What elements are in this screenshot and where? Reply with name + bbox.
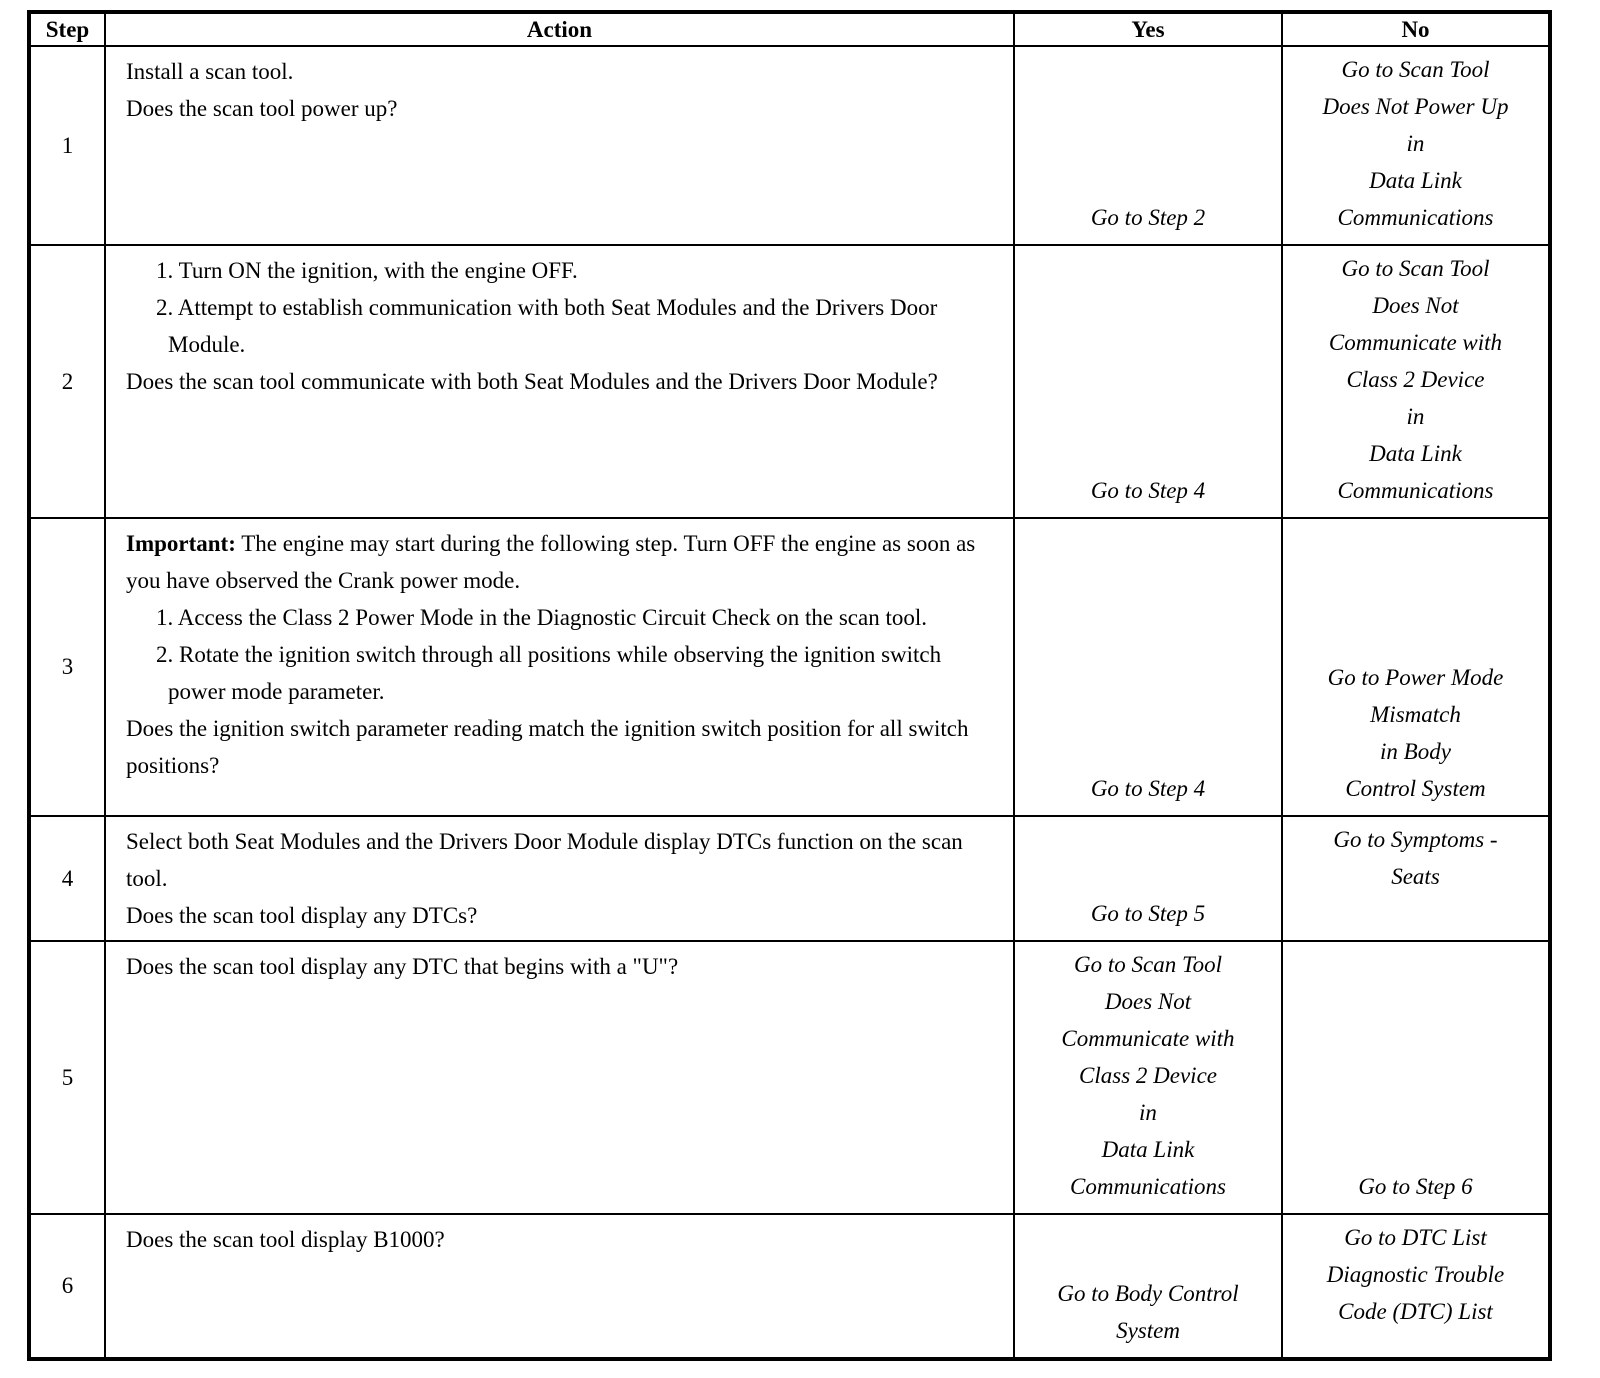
goto-line: Go to Scan Tool (1341, 256, 1490, 281)
goto-line: Communicate with (1061, 1026, 1235, 1051)
no-cell (1282, 816, 1550, 941)
table-body (29, 46, 1550, 1359)
goto-line: Go to Power Mode (1327, 665, 1504, 690)
header-row (29, 12, 1550, 46)
column-header-action: Action (105, 12, 1014, 46)
step-number: 6 (29, 1214, 105, 1359)
goto-line: Communicate with (1328, 330, 1503, 355)
goto-line: Class 2 Device (1346, 367, 1485, 392)
yes-cell (1014, 518, 1282, 816)
action-cell (105, 816, 1014, 941)
step-number: 3 (29, 518, 105, 816)
action-text: Does the scan tool display any DTCs? (126, 903, 478, 928)
goto-line: in (1139, 1100, 1157, 1125)
goto-line: Diagnostic Trouble (1326, 1262, 1505, 1287)
action-list-item: 1. Access the Class 2 Power Mode in the Diagnostic Circuit Check on the scan tool. (156, 605, 928, 630)
table-row (29, 245, 1550, 518)
action-list-item: 1. Turn ON the ignition, with the engine OFF. (156, 258, 578, 283)
column-header-step: Step (29, 12, 105, 46)
goto-line: in Body (1380, 739, 1451, 764)
action-text: Important: The engine may start during the following step. Turn OFF the engine as soon as you have observed the Crank power mode. (126, 531, 976, 593)
goto-line: System (1116, 1318, 1180, 1343)
goto-line: Class 2 Device (1079, 1063, 1217, 1088)
no-cell (1282, 941, 1550, 1214)
table-row (29, 816, 1550, 941)
column-header-no: No (1282, 12, 1550, 46)
goto-line: in (1406, 131, 1425, 156)
action-text: Install a scan tool. (126, 59, 294, 84)
table-row (29, 941, 1550, 1214)
goto-line: Communications (1070, 1174, 1226, 1199)
table-row (29, 46, 1550, 245)
yes-cell (1014, 941, 1282, 1214)
goto-line: Does Not (1372, 293, 1459, 318)
goto-line: Communications (1337, 205, 1494, 230)
action-cell (105, 1214, 1014, 1359)
action-text: Select both Seat Modules and the Drivers Door Module display DTCs function on the scan tool. (126, 829, 963, 891)
table-row (29, 518, 1550, 816)
action-cell (105, 518, 1014, 816)
goto-line: Data Link (1369, 168, 1462, 193)
step-number: 1 (29, 46, 105, 245)
action-cell (105, 941, 1014, 1214)
table-header (29, 12, 1550, 46)
yes-cell (1014, 245, 1282, 518)
goto-line: Code (DTC) List (1338, 1299, 1493, 1324)
goto-line: Go to Step 4 (1090, 478, 1206, 503)
goto-line: Go to Symptoms - (1333, 827, 1498, 852)
goto-line: Control System (1345, 776, 1486, 801)
goto-line: Go to Scan Tool (1073, 952, 1223, 977)
goto-line: Mismatch (1370, 702, 1461, 727)
no-cell (1282, 518, 1550, 816)
no-cell (1282, 46, 1550, 245)
yes-cell (1014, 816, 1282, 941)
goto-line: Data Link (1101, 1137, 1195, 1162)
column-header-yes: Yes (1014, 12, 1282, 46)
goto-line: Data Link (1369, 441, 1462, 466)
goto-line: Does Not Power Up (1322, 94, 1509, 119)
step-number: 5 (29, 941, 105, 1214)
no-cell (1282, 245, 1550, 518)
goto-line: Does Not (1104, 989, 1192, 1014)
action-text: Does the scan tool communicate with both Seat Modules and the Drivers Door Module? (126, 369, 938, 394)
yes-cell (1014, 1214, 1282, 1359)
action-cell (105, 46, 1014, 245)
step-number: 2 (29, 245, 105, 518)
diagnostic-table (27, 10, 1552, 1361)
action-text: Does the scan tool display any DTC that begins with a "U"? (126, 954, 679, 979)
goto-line: Go to Body Control (1057, 1281, 1239, 1306)
action-cell (105, 245, 1014, 518)
goto-line: Go to Step 2 (1090, 205, 1206, 230)
goto-line: Seats (1391, 864, 1440, 889)
action-text: Does the scan tool display B1000? (126, 1227, 445, 1252)
goto-line: Go to DTC List (1344, 1225, 1487, 1250)
no-cell (1282, 1214, 1550, 1359)
action-text: Does the ignition switch parameter reading match the ignition switch position for all switch positions? (126, 716, 969, 778)
goto-line: Communications (1337, 478, 1494, 503)
step-number: 4 (29, 816, 105, 941)
action-list-item: 2. Attempt to establish communication with both Seat Modules and the Drivers Door Module. (156, 295, 938, 357)
goto-line: Go to Step 5 (1090, 901, 1206, 926)
action-text: Does the scan tool power up? (126, 96, 398, 121)
yes-cell (1014, 46, 1282, 245)
important-label: Important: (126, 531, 236, 556)
table-row (29, 1214, 1550, 1359)
goto-line: Go to Step 4 (1090, 776, 1206, 801)
goto-line: in (1406, 404, 1425, 429)
action-list-item: 2. Rotate the ignition switch through all positions while observing the ignition switch power mode parameter. (156, 642, 942, 704)
goto-line: Go to Scan Tool (1341, 57, 1490, 82)
goto-line: Go to Step 6 (1358, 1174, 1473, 1199)
